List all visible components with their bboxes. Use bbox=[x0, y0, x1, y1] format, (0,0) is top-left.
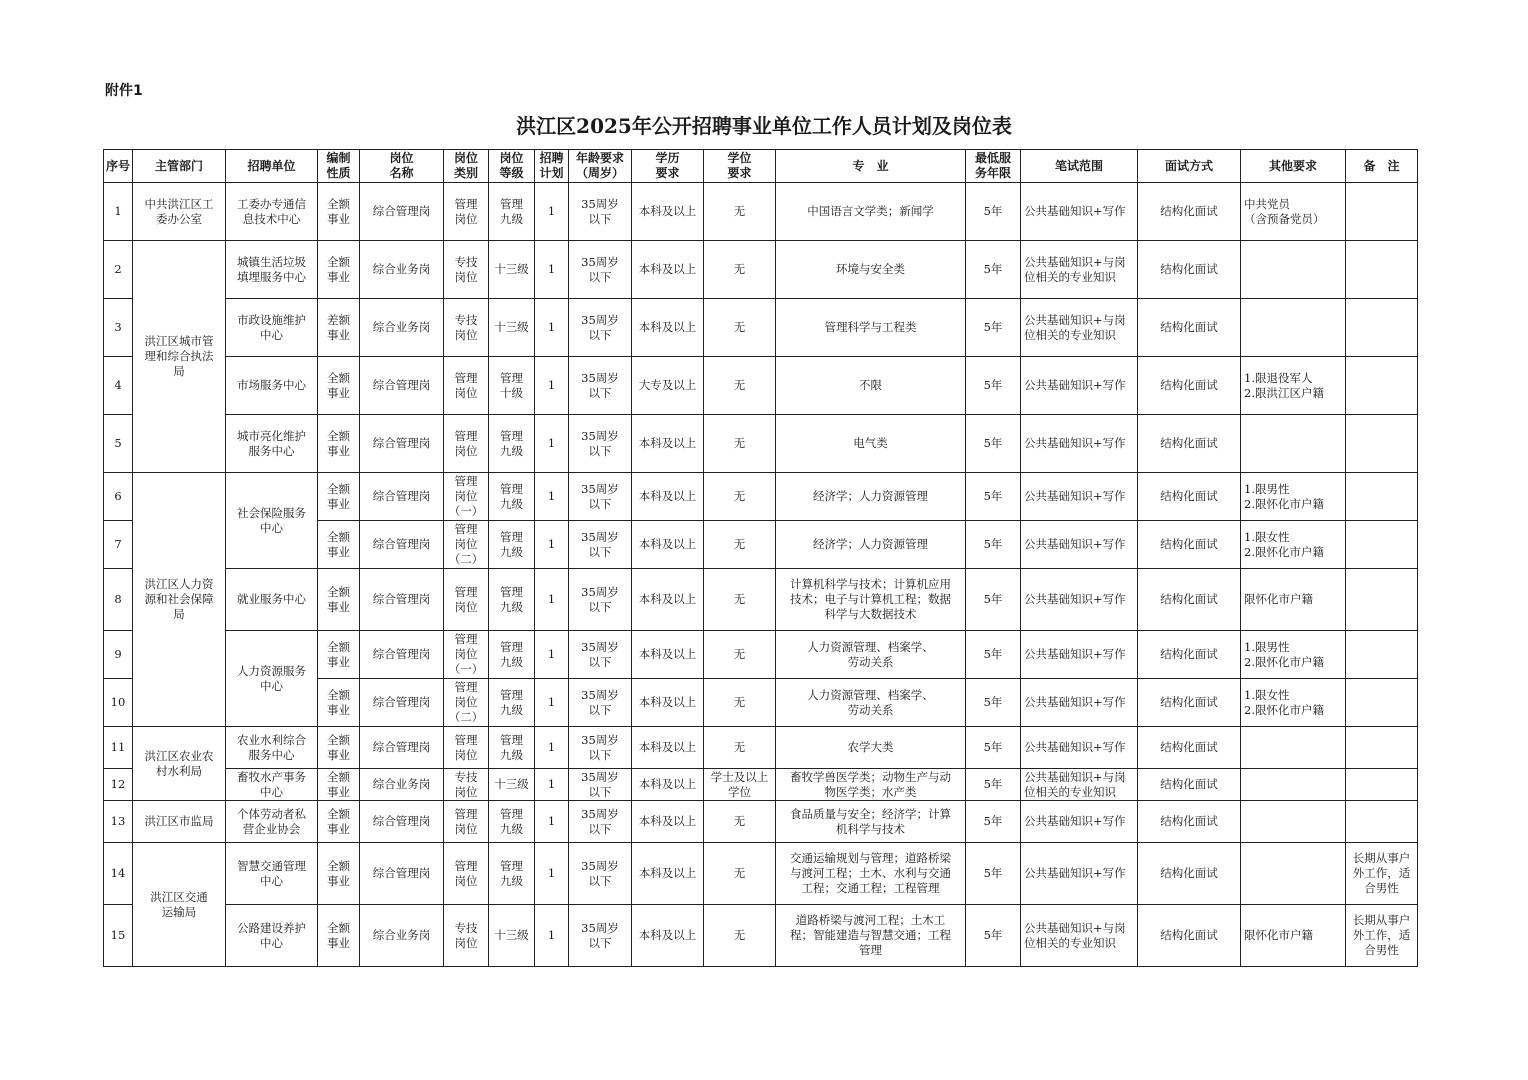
nature-cell: 全额 事业 bbox=[318, 241, 360, 299]
education-cell: 本科及以上 bbox=[632, 183, 704, 241]
nature-cell: 全额 事业 bbox=[318, 905, 360, 967]
education-cell: 本科及以上 bbox=[632, 769, 704, 801]
plan-cell: 1 bbox=[535, 415, 569, 473]
written-exam-cell: 公共基础知识+写作 bbox=[1021, 473, 1138, 521]
other-requirements-cell: 1.限女性 2.限怀化市户籍 bbox=[1241, 521, 1346, 569]
post-grade-cell: 十三级 bbox=[489, 905, 535, 967]
major-cell: 畜牧学兽医学类；动物生产与动 物医学类；水产类 bbox=[776, 769, 966, 801]
remark-cell bbox=[1346, 769, 1418, 801]
interview-cell: 结构化面试 bbox=[1138, 631, 1241, 679]
unit-cell: 社会保险服务 中心 bbox=[226, 473, 318, 569]
unit-cell: 城镇生活垃圾 填埋服务中心 bbox=[226, 241, 318, 299]
table-row bbox=[104, 183, 1418, 241]
post-category-cell: 管理 岗位 （一） bbox=[444, 631, 489, 679]
written-exam-cell: 公共基础知识+写作 bbox=[1021, 727, 1138, 769]
service-years-cell: 5年 bbox=[966, 631, 1021, 679]
table-row bbox=[104, 299, 1418, 357]
degree-cell: 无 bbox=[704, 569, 776, 631]
other-requirements-cell bbox=[1241, 801, 1346, 843]
post-category-cell: 管理 岗位 bbox=[444, 415, 489, 473]
table-row bbox=[104, 415, 1418, 473]
written-exam-cell: 公共基础知识+写作 bbox=[1021, 801, 1138, 843]
service-years-cell: 5年 bbox=[966, 241, 1021, 299]
unit-cell: 公路建设养护 中心 bbox=[226, 905, 318, 967]
department-cell: 洪江区农业农 村水利局 bbox=[133, 727, 226, 801]
remark-cell bbox=[1346, 727, 1418, 769]
age-cell: 35周岁 以下 bbox=[569, 679, 632, 727]
plan-cell: 1 bbox=[535, 905, 569, 967]
major-cell: 人力资源管理、档案学、 劳动关系 bbox=[776, 679, 966, 727]
major-cell: 电气类 bbox=[776, 415, 966, 473]
post-category-cell: 管理 岗位 （一） bbox=[444, 473, 489, 521]
education-cell: 本科及以上 bbox=[632, 521, 704, 569]
other-requirements-cell: 1.限退役军人 2.限洪江区户籍 bbox=[1241, 357, 1346, 415]
post-grade-cell: 管理 九级 bbox=[489, 569, 535, 631]
document-title: 洪江区2025年公开招聘事业单位工作人员计划及岗位表 bbox=[516, 114, 1012, 138]
other-requirements-cell: 限怀化市户籍 bbox=[1241, 905, 1346, 967]
major-cell: 管理科学与工程类 bbox=[776, 299, 966, 357]
nature-cell: 差额 事业 bbox=[318, 299, 360, 357]
other-requirements-cell bbox=[1241, 843, 1346, 905]
department-cell: 洪江区人力资 源和社会保障 局 bbox=[133, 473, 226, 727]
post-category-cell: 管理 岗位 （二） bbox=[444, 521, 489, 569]
department-cell: 洪江区市监局 bbox=[133, 801, 226, 843]
post-name-cell: 综合管理岗 bbox=[360, 415, 444, 473]
post-name-cell: 综合业务岗 bbox=[360, 769, 444, 801]
header-cell: 岗位 类别 bbox=[444, 150, 489, 183]
education-cell: 本科及以上 bbox=[632, 801, 704, 843]
degree-cell: 无 bbox=[704, 631, 776, 679]
nature-cell: 全额 事业 bbox=[318, 521, 360, 569]
plan-cell: 1 bbox=[535, 631, 569, 679]
plan-cell: 1 bbox=[535, 769, 569, 801]
age-cell: 35周岁 以下 bbox=[569, 569, 632, 631]
degree-cell: 无 bbox=[704, 905, 776, 967]
post-category-cell: 专技 岗位 bbox=[444, 299, 489, 357]
remark-cell bbox=[1346, 631, 1418, 679]
other-requirements-cell bbox=[1241, 415, 1346, 473]
header-cell: 学位 要求 bbox=[704, 150, 776, 183]
service-years-cell: 5年 bbox=[966, 679, 1021, 727]
row-number-cell: 13 bbox=[104, 801, 133, 843]
service-years-cell: 5年 bbox=[966, 415, 1021, 473]
remark-cell bbox=[1346, 299, 1418, 357]
header-cell: 招聘 计划 bbox=[535, 150, 569, 183]
header-cell: 其他要求 bbox=[1241, 150, 1346, 183]
table-row bbox=[104, 727, 1418, 769]
age-cell: 35周岁 以下 bbox=[569, 473, 632, 521]
nature-cell: 全额 事业 bbox=[318, 569, 360, 631]
interview-cell: 结构化面试 bbox=[1138, 727, 1241, 769]
plan-cell: 1 bbox=[535, 843, 569, 905]
interview-cell: 结构化面试 bbox=[1138, 679, 1241, 727]
degree-cell: 学士及以上 学位 bbox=[704, 769, 776, 801]
interview-cell: 结构化面试 bbox=[1138, 521, 1241, 569]
education-cell: 本科及以上 bbox=[632, 905, 704, 967]
row-number-cell: 9 bbox=[104, 631, 133, 679]
row-number-cell: 10 bbox=[104, 679, 133, 727]
education-cell: 本科及以上 bbox=[632, 843, 704, 905]
written-exam-cell: 公共基础知识+写作 bbox=[1021, 631, 1138, 679]
written-exam-cell: 公共基础知识+与岗 位相关的专业知识 bbox=[1021, 241, 1138, 299]
post-grade-cell: 管理 九级 bbox=[489, 679, 535, 727]
age-cell: 35周岁 以下 bbox=[569, 905, 632, 967]
degree-cell: 无 bbox=[704, 299, 776, 357]
remark-cell bbox=[1346, 569, 1418, 631]
table-row bbox=[104, 801, 1418, 843]
post-name-cell: 综合管理岗 bbox=[360, 569, 444, 631]
age-cell: 35周岁 以下 bbox=[569, 241, 632, 299]
row-number-cell: 5 bbox=[104, 415, 133, 473]
age-cell: 35周岁 以下 bbox=[569, 843, 632, 905]
post-grade-cell: 管理 十级 bbox=[489, 357, 535, 415]
post-name-cell: 综合业务岗 bbox=[360, 299, 444, 357]
row-number-cell: 8 bbox=[104, 569, 133, 631]
post-grade-cell: 管理 九级 bbox=[489, 727, 535, 769]
post-grade-cell: 管理 九级 bbox=[489, 843, 535, 905]
post-category-cell: 管理 岗位 bbox=[444, 843, 489, 905]
remark-cell bbox=[1346, 801, 1418, 843]
nature-cell: 全额 事业 bbox=[318, 183, 360, 241]
plan-cell: 1 bbox=[535, 357, 569, 415]
age-cell: 35周岁 以下 bbox=[569, 769, 632, 801]
other-requirements-cell: 限怀化市户籍 bbox=[1241, 569, 1346, 631]
plan-cell: 1 bbox=[535, 299, 569, 357]
degree-cell: 无 bbox=[704, 843, 776, 905]
service-years-cell: 5年 bbox=[966, 357, 1021, 415]
service-years-cell: 5年 bbox=[966, 521, 1021, 569]
header-cell: 主管部门 bbox=[133, 150, 226, 183]
header-cell: 最低服 务年限 bbox=[966, 150, 1021, 183]
other-requirements-cell bbox=[1241, 769, 1346, 801]
unit-cell: 个体劳动者私 营企业协会 bbox=[226, 801, 318, 843]
written-exam-cell: 公共基础知识+写作 bbox=[1021, 521, 1138, 569]
nature-cell: 全额 事业 bbox=[318, 769, 360, 801]
post-grade-cell: 管理 九级 bbox=[489, 801, 535, 843]
degree-cell: 无 bbox=[704, 241, 776, 299]
remark-cell bbox=[1346, 679, 1418, 727]
recruitment-table bbox=[103, 149, 1418, 967]
interview-cell: 结构化面试 bbox=[1138, 801, 1241, 843]
post-name-cell: 综合业务岗 bbox=[360, 905, 444, 967]
service-years-cell: 5年 bbox=[966, 727, 1021, 769]
education-cell: 本科及以上 bbox=[632, 727, 704, 769]
written-exam-cell: 公共基础知识+与岗 位相关的专业知识 bbox=[1021, 299, 1138, 357]
age-cell: 35周岁 以下 bbox=[569, 415, 632, 473]
written-exam-cell: 公共基础知识+写作 bbox=[1021, 357, 1138, 415]
written-exam-cell: 公共基础知识+写作 bbox=[1021, 843, 1138, 905]
education-cell: 本科及以上 bbox=[632, 631, 704, 679]
table-row bbox=[104, 843, 1418, 905]
interview-cell: 结构化面试 bbox=[1138, 569, 1241, 631]
interview-cell: 结构化面试 bbox=[1138, 843, 1241, 905]
interview-cell: 结构化面试 bbox=[1138, 357, 1241, 415]
major-cell: 中国语言文学类；新闻学 bbox=[776, 183, 966, 241]
age-cell: 35周岁 以下 bbox=[569, 727, 632, 769]
education-cell: 本科及以上 bbox=[632, 241, 704, 299]
age-cell: 35周岁 以下 bbox=[569, 631, 632, 679]
degree-cell: 无 bbox=[704, 183, 776, 241]
remark-cell bbox=[1346, 241, 1418, 299]
post-name-cell: 综合管理岗 bbox=[360, 357, 444, 415]
post-category-cell: 管理 岗位 bbox=[444, 357, 489, 415]
nature-cell: 全额 事业 bbox=[318, 357, 360, 415]
post-grade-cell: 十三级 bbox=[489, 241, 535, 299]
row-number-cell: 1 bbox=[104, 183, 133, 241]
interview-cell: 结构化面试 bbox=[1138, 415, 1241, 473]
post-grade-cell: 管理 九级 bbox=[489, 521, 535, 569]
unit-cell: 市政设施维护 中心 bbox=[226, 299, 318, 357]
row-number-cell: 7 bbox=[104, 521, 133, 569]
written-exam-cell: 公共基础知识+写作 bbox=[1021, 415, 1138, 473]
table-row bbox=[104, 241, 1418, 299]
post-category-cell: 管理 岗位 （二） bbox=[444, 679, 489, 727]
attachment-label: 附件1 bbox=[105, 83, 143, 99]
interview-cell: 结构化面试 bbox=[1138, 183, 1241, 241]
plan-cell: 1 bbox=[535, 801, 569, 843]
plan-cell: 1 bbox=[535, 473, 569, 521]
interview-cell: 结构化面试 bbox=[1138, 769, 1241, 801]
post-grade-cell: 管理 九级 bbox=[489, 473, 535, 521]
department-cell: 洪江区交通 运输局 bbox=[133, 843, 226, 967]
written-exam-cell: 公共基础知识+与岗 位相关的专业知识 bbox=[1021, 905, 1138, 967]
plan-cell: 1 bbox=[535, 183, 569, 241]
post-grade-cell: 十三级 bbox=[489, 299, 535, 357]
post-grade-cell: 管理 九级 bbox=[489, 631, 535, 679]
unit-cell: 智慧交通管理 中心 bbox=[226, 843, 318, 905]
table-header-row bbox=[104, 150, 1418, 183]
post-name-cell: 综合管理岗 bbox=[360, 473, 444, 521]
header-cell: 专 业 bbox=[776, 150, 966, 183]
service-years-cell: 5年 bbox=[966, 801, 1021, 843]
header-cell: 学历 要求 bbox=[632, 150, 704, 183]
remark-cell: 长期从事户 外工作，适 合男性 bbox=[1346, 905, 1418, 967]
post-category-cell: 管理 岗位 bbox=[444, 183, 489, 241]
table-row bbox=[104, 905, 1418, 967]
plan-cell: 1 bbox=[535, 679, 569, 727]
other-requirements-cell bbox=[1241, 299, 1346, 357]
written-exam-cell: 公共基础知识+写作 bbox=[1021, 569, 1138, 631]
major-cell: 道路桥梁与渡河工程；土木工 程；智能建造与智慧交通；工程 管理 bbox=[776, 905, 966, 967]
remark-cell: 长期从事户 外工作，适 合男性 bbox=[1346, 843, 1418, 905]
post-name-cell: 综合管理岗 bbox=[360, 843, 444, 905]
post-name-cell: 综合管理岗 bbox=[360, 521, 444, 569]
major-cell: 经济学；人力资源管理 bbox=[776, 521, 966, 569]
plan-cell: 1 bbox=[535, 521, 569, 569]
major-cell: 交通运输规划与管理；道路桥梁 与渡河工程；土木、水利与交通 工程；交通工程；工程管理 bbox=[776, 843, 966, 905]
row-number-cell: 14 bbox=[104, 843, 133, 905]
education-cell: 本科及以上 bbox=[632, 299, 704, 357]
unit-cell: 市场服务中心 bbox=[226, 357, 318, 415]
major-cell: 人力资源管理、档案学、 劳动关系 bbox=[776, 631, 966, 679]
unit-cell: 畜牧水产事务 中心 bbox=[226, 769, 318, 801]
nature-cell: 全额 事业 bbox=[318, 679, 360, 727]
degree-cell: 无 bbox=[704, 415, 776, 473]
degree-cell: 无 bbox=[704, 727, 776, 769]
table-row bbox=[104, 631, 1418, 679]
post-grade-cell: 管理 九级 bbox=[489, 415, 535, 473]
service-years-cell: 5年 bbox=[966, 473, 1021, 521]
education-cell: 大专及以上 bbox=[632, 357, 704, 415]
header-cell: 备 注 bbox=[1346, 150, 1418, 183]
other-requirements-cell: 中共党员 （含预备党员） bbox=[1241, 183, 1346, 241]
education-cell: 本科及以上 bbox=[632, 415, 704, 473]
post-name-cell: 综合管理岗 bbox=[360, 801, 444, 843]
remark-cell bbox=[1346, 183, 1418, 241]
other-requirements-cell: 1.限男性 2.限怀化市户籍 bbox=[1241, 473, 1346, 521]
post-category-cell: 管理 岗位 bbox=[444, 727, 489, 769]
header-cell: 面试方式 bbox=[1138, 150, 1241, 183]
department-cell: 中共洪江区工 委办公室 bbox=[133, 183, 226, 241]
interview-cell: 结构化面试 bbox=[1138, 473, 1241, 521]
education-cell: 本科及以上 bbox=[632, 679, 704, 727]
department-cell: 洪江区城市管 理和综合执法 局 bbox=[133, 241, 226, 473]
remark-cell bbox=[1346, 357, 1418, 415]
header-cell: 编制 性质 bbox=[318, 150, 360, 183]
row-number-cell: 11 bbox=[104, 727, 133, 769]
age-cell: 35周岁 以下 bbox=[569, 521, 632, 569]
interview-cell: 结构化面试 bbox=[1138, 299, 1241, 357]
degree-cell: 无 bbox=[704, 679, 776, 727]
written-exam-cell: 公共基础知识+与岗 位相关的专业知识 bbox=[1021, 769, 1138, 801]
post-name-cell: 综合管理岗 bbox=[360, 631, 444, 679]
education-cell: 本科及以上 bbox=[632, 569, 704, 631]
table-row bbox=[104, 569, 1418, 631]
unit-cell: 农业水利综合 服务中心 bbox=[226, 727, 318, 769]
nature-cell: 全额 事业 bbox=[318, 631, 360, 679]
table-row bbox=[104, 769, 1418, 801]
post-grade-cell: 十三级 bbox=[489, 769, 535, 801]
remark-cell bbox=[1346, 473, 1418, 521]
age-cell: 35周岁 以下 bbox=[569, 357, 632, 415]
degree-cell: 无 bbox=[704, 801, 776, 843]
major-cell: 不限 bbox=[776, 357, 966, 415]
nature-cell: 全额 事业 bbox=[318, 843, 360, 905]
age-cell: 35周岁 以下 bbox=[569, 299, 632, 357]
service-years-cell: 5年 bbox=[966, 905, 1021, 967]
interview-cell: 结构化面试 bbox=[1138, 905, 1241, 967]
table-row bbox=[104, 473, 1418, 521]
plan-cell: 1 bbox=[535, 241, 569, 299]
row-number-cell: 4 bbox=[104, 357, 133, 415]
nature-cell: 全额 事业 bbox=[318, 415, 360, 473]
education-cell: 本科及以上 bbox=[632, 473, 704, 521]
major-cell: 计算机科学与技术；计算机应用 技术；电子与计算机工程；数据 科学与大数据技术 bbox=[776, 569, 966, 631]
plan-cell: 1 bbox=[535, 569, 569, 631]
written-exam-cell: 公共基础知识+写作 bbox=[1021, 679, 1138, 727]
post-category-cell: 专技 岗位 bbox=[444, 769, 489, 801]
header-cell: 笔试范围 bbox=[1021, 150, 1138, 183]
degree-cell: 无 bbox=[704, 473, 776, 521]
row-number-cell: 15 bbox=[104, 905, 133, 967]
unit-cell: 城市亮化维护 服务中心 bbox=[226, 415, 318, 473]
row-number-cell: 12 bbox=[104, 769, 133, 801]
plan-cell: 1 bbox=[535, 727, 569, 769]
major-cell: 食品质量与安全；经济学；计算 机科学与技术 bbox=[776, 801, 966, 843]
post-name-cell: 综合管理岗 bbox=[360, 679, 444, 727]
other-requirements-cell: 1.限男性 2.限怀化市户籍 bbox=[1241, 631, 1346, 679]
written-exam-cell: 公共基础知识+写作 bbox=[1021, 183, 1138, 241]
degree-cell: 无 bbox=[704, 521, 776, 569]
other-requirements-cell bbox=[1241, 727, 1346, 769]
row-number-cell: 6 bbox=[104, 473, 133, 521]
unit-cell: 工委办专通信 息技术中心 bbox=[226, 183, 318, 241]
service-years-cell: 5年 bbox=[966, 769, 1021, 801]
header-cell: 岗位 等级 bbox=[489, 150, 535, 183]
nature-cell: 全额 事业 bbox=[318, 727, 360, 769]
post-grade-cell: 管理 九级 bbox=[489, 183, 535, 241]
row-number-cell: 2 bbox=[104, 241, 133, 299]
nature-cell: 全额 事业 bbox=[318, 801, 360, 843]
interview-cell: 结构化面试 bbox=[1138, 241, 1241, 299]
table-row bbox=[104, 357, 1418, 415]
post-name-cell: 综合管理岗 bbox=[360, 183, 444, 241]
post-name-cell: 综合业务岗 bbox=[360, 241, 444, 299]
unit-cell: 人力资源服务 中心 bbox=[226, 631, 318, 727]
age-cell: 35周岁 以下 bbox=[569, 183, 632, 241]
post-category-cell: 管理 岗位 bbox=[444, 801, 489, 843]
service-years-cell: 5年 bbox=[966, 843, 1021, 905]
header-cell: 年龄要求 （周岁） bbox=[569, 150, 632, 183]
table-body bbox=[104, 183, 1418, 967]
header-cell: 招聘单位 bbox=[226, 150, 318, 183]
service-years-cell: 5年 bbox=[966, 569, 1021, 631]
degree-cell: 无 bbox=[704, 357, 776, 415]
post-category-cell: 管理 岗位 bbox=[444, 569, 489, 631]
major-cell: 农学大类 bbox=[776, 727, 966, 769]
row-number-cell: 3 bbox=[104, 299, 133, 357]
major-cell: 环境与安全类 bbox=[776, 241, 966, 299]
service-years-cell: 5年 bbox=[966, 299, 1021, 357]
other-requirements-cell bbox=[1241, 241, 1346, 299]
post-category-cell: 专技 岗位 bbox=[444, 241, 489, 299]
post-category-cell: 专技 岗位 bbox=[444, 905, 489, 967]
header-cell: 岗位 名称 bbox=[360, 150, 444, 183]
major-cell: 经济学；人力资源管理 bbox=[776, 473, 966, 521]
post-name-cell: 综合管理岗 bbox=[360, 727, 444, 769]
unit-cell: 就业服务中心 bbox=[226, 569, 318, 631]
header-cell: 序号 bbox=[104, 150, 133, 183]
nature-cell: 全额 事业 bbox=[318, 473, 360, 521]
other-requirements-cell: 1.限女性 2.限怀化市户籍 bbox=[1241, 679, 1346, 727]
service-years-cell: 5年 bbox=[966, 183, 1021, 241]
age-cell: 35周岁 以下 bbox=[569, 801, 632, 843]
remark-cell bbox=[1346, 521, 1418, 569]
remark-cell bbox=[1346, 415, 1418, 473]
